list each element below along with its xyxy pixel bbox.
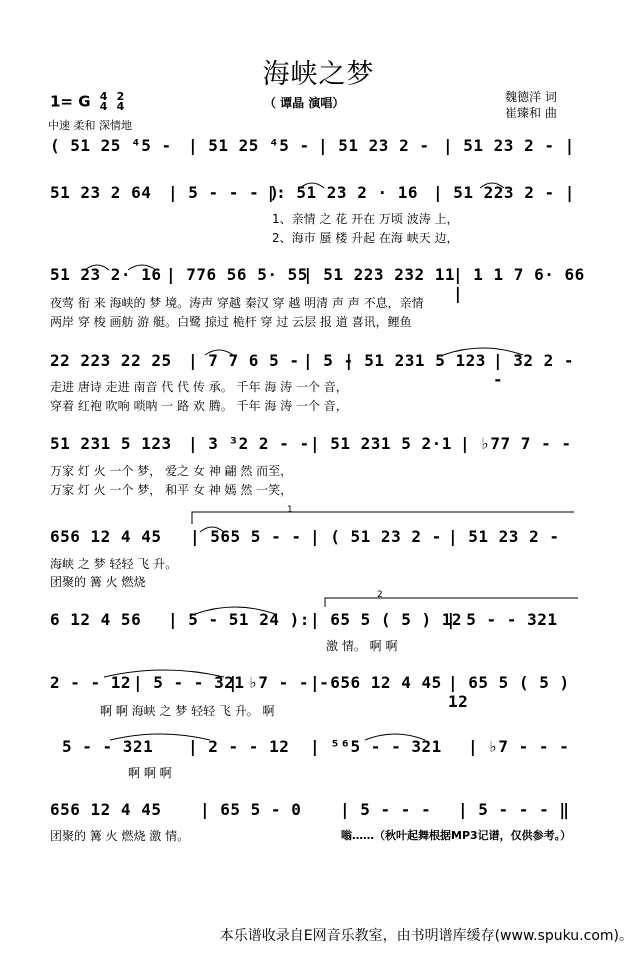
slur — [480, 183, 504, 188]
measure: | 51 223 232 11 — [303, 265, 455, 284]
measure: | 3 ³2 2 - - — [188, 434, 310, 453]
measure: | 5 - 51 24 ): — [168, 610, 310, 629]
song-title: 海峡之梦 — [262, 59, 375, 90]
measure: | 65 5 ( 5 ) 12 — [310, 610, 462, 629]
lyric-verse-1: 夜莺 衔 来 海峡的 梦 境。涛声 穿越 秦汉 穿 越 明清 声 声 不息，亲情 — [50, 296, 424, 310]
measure: | 65 5 ( 5 ) 12 — [448, 673, 570, 711]
measure: 22 223 22 25 — [50, 351, 172, 370]
measure: | 656 12 4 45 — [310, 673, 442, 692]
lyric-verse-1: 海峡 之 梦 轻轻 飞 升。 — [50, 557, 178, 571]
measure: | 5 - — [303, 351, 354, 370]
measure: | ♭7 - - - — [468, 737, 570, 756]
slur — [300, 183, 324, 188]
lyric-line: 啊 啊 海峡 之 梦 轻轻 飞 升。 啊 — [100, 704, 275, 718]
lyric-verse-2: 团聚的 篝 火 燃烧 — [50, 575, 146, 589]
lyric-verse-1: 1、亲情 之 花 开在 万顷 波涛 上， — [272, 212, 459, 226]
lyric-line: 团聚的 篝 火 燃烧 激 情。 — [50, 829, 190, 843]
slur — [200, 527, 224, 532]
footer-source: 本乐谱收录自E网音乐教室，由书明谱库缓存(www.spuku.com)。 — [219, 928, 633, 944]
lyric-verse-1: 走进 唐诗 走进 南音 代 代 传 承。 千年 海 涛 一个 音， — [50, 380, 348, 394]
measure: | 2 - - 12 — [188, 737, 290, 756]
slur — [443, 348, 523, 355]
lyric-line: 激 情。 啊 啊 — [326, 639, 398, 653]
measure: 6 12 4 56 — [50, 610, 142, 629]
measure: | 51 231 5 123 — [344, 351, 486, 370]
measure: 656 12 4 45 — [50, 527, 162, 546]
lyric-verse-2: 2、海市 蜃 楼 升起 在海 峡天 边， — [272, 231, 459, 245]
measure: | 1 1 7 6· 66 | — [453, 265, 585, 303]
slur — [365, 734, 425, 740]
measure: | 51 23 2 - — [318, 136, 430, 155]
tempo-marking: 中速 柔和 深情地 — [48, 119, 132, 132]
measure: | 776 56 5· 55 — [166, 265, 308, 284]
measure: | 5 - - - ) — [168, 183, 280, 202]
volta-2-label: 2 — [377, 590, 383, 600]
volta-2-bracket — [325, 598, 578, 607]
measure: 51 231 5 123 — [50, 434, 172, 453]
time-signature: 4 4 — [99, 90, 108, 113]
measure: | 5 - - 321 — [133, 673, 245, 692]
measure: 5 - - 321 — [62, 737, 154, 756]
measure: | 7 7 6 5 - — [188, 351, 300, 370]
measure: | ⁵⁶5 - - 321 — [310, 737, 442, 756]
lyric-verse-1: 万家 灯 火 一个 梦， 爱之 女 神 翩 然 而至， — [50, 464, 293, 478]
measure: | 51 231 5 2·1 — [310, 434, 452, 453]
slur — [104, 670, 224, 677]
lyric-verse-2: 穿着 红袍 吹响 唢呐 一 路 欢 腾。 千年 海 涛 一个 音， — [50, 399, 348, 413]
slur — [110, 734, 210, 740]
slur — [205, 350, 233, 355]
measure: | 5 - - - — [340, 800, 432, 819]
measure: | 32 2 - - — [493, 351, 575, 389]
key-label: 1= G — [50, 92, 91, 111]
lyricist-credit: 魏德洋 词 — [505, 90, 557, 104]
measure: | ♭7 - - - — [228, 673, 330, 692]
measure: | 65 5 - 0 — [200, 800, 302, 819]
measure: | ( 51 23 2 - — [310, 527, 442, 546]
slur — [128, 265, 156, 270]
slur — [195, 607, 275, 614]
volta-1-label: 1 — [287, 505, 293, 515]
lyric-verse-2: 万家 灯 火 一个 梦， 和平 女 神 嫣 然 一笑， — [50, 483, 293, 497]
measure: 51 23 2· 16 — [50, 265, 162, 284]
measure: | 51 25 ⁴5 - — [188, 136, 310, 155]
measure: |: 51 23 2 · 16 — [266, 183, 418, 202]
measure: | 5 - - - ‖ — [458, 800, 570, 819]
time-signature-alt: 2 4 — [116, 90, 125, 113]
singer-label: （ 谭晶 演唱） — [264, 96, 345, 110]
composer-credit: 崔臻和 曲 — [505, 106, 557, 120]
measure: | 51 23 2 - — [448, 527, 560, 546]
measure: | 5 - - 321 — [446, 610, 558, 629]
measure: ( 51 25 ⁴5 - — [50, 136, 172, 155]
slur — [85, 265, 109, 270]
lyric-line: 啊 啊 啊 — [128, 766, 172, 780]
transcription-note: 嗡……（秋叶起舞根据MP3记谱，仅供参考。） — [341, 829, 572, 842]
measure: | ♭77 7 - - — [460, 434, 572, 453]
measure: | 565 5 - - — [190, 527, 302, 546]
measure: | 51 223 2 - | — [433, 183, 575, 202]
measure: 656 12 4 45 — [50, 800, 162, 819]
measure: 51 23 2 64 — [50, 183, 152, 202]
volta-1-bracket — [192, 512, 574, 524]
lyric-verse-2: 两岸 穿 梭 画舫 游 艇。白鹭 掠过 桅杆 穿 过 云层 报 道 喜讯，鲤鱼 — [50, 315, 412, 329]
measure: | 51 23 2 - | — [443, 136, 575, 155]
measure: 2 - - 12 — [50, 673, 132, 692]
